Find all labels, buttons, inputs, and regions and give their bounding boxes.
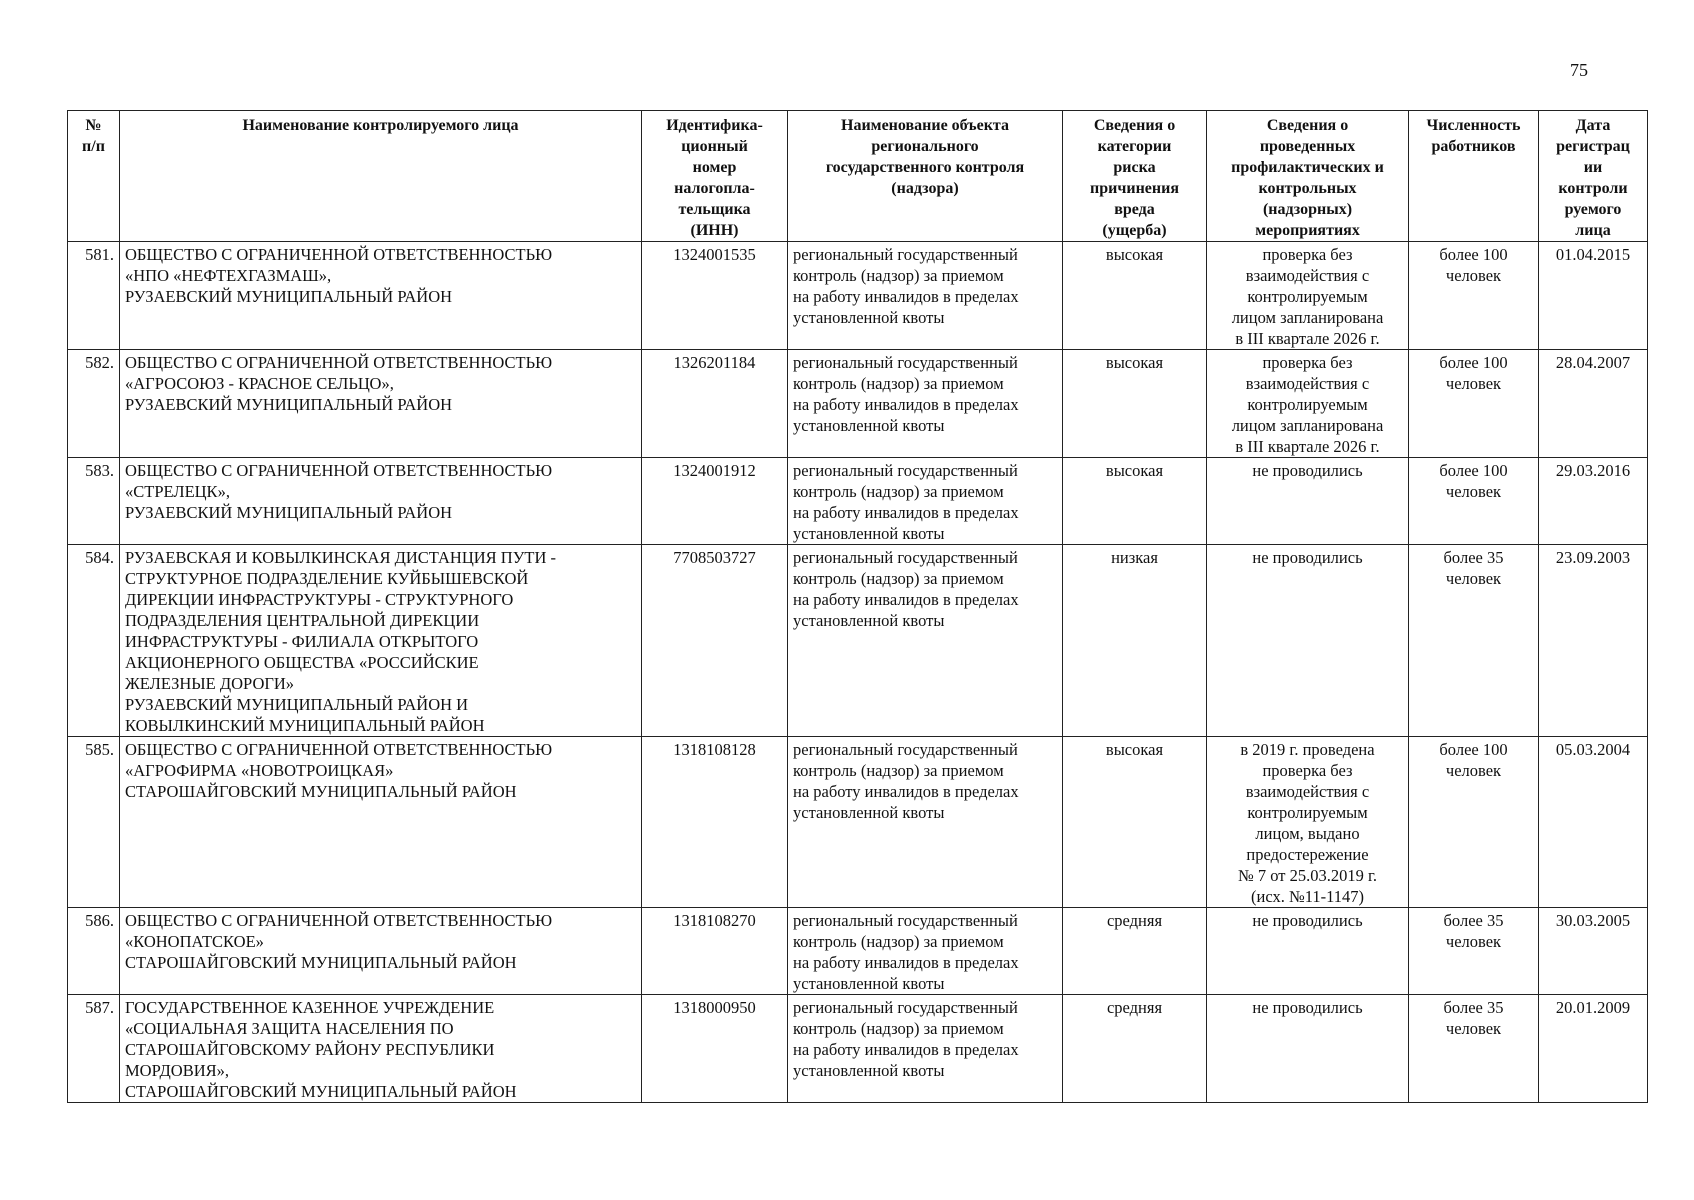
- cell-measures: проверка без взаимодействия с контролируемым лицом запланирована в III квартале 2026 г.: [1207, 350, 1409, 458]
- cell-row-number: 585.: [68, 737, 120, 908]
- cell-company-name: РУЗАЕВСКАЯ И КОВЫЛКИНСКАЯ ДИСТАНЦИЯ ПУТИ - СТРУКТУРНОЕ ПОДРАЗДЕЛЕНИЕ КУЙБЫШЕВСКОЙ ДИРЕКЦИИ ИНФРАСТРУКТУРЫ - СТРУКТУРНОГО ПОДРАЗДЕЛЕНИЯ ЦЕНТРАЛЬНОЙ ДИРЕКЦИИ ИНФРАСТРУКТУРЫ - ФИЛИАЛА ОТКРЫТОГО АКЦИОНЕРНОГО ОБЩЕСТВА «РОССИЙСКИЕ ЖЕЛЕЗНЫЕ ДОРОГИ» РУЗАЕВСКИЙ МУНИЦИПАЛЬНЫЙ РАЙОН И КОВЫЛКИНСКИЙ МУНИЦИПАЛЬНЫЙ РАЙОН: [120, 545, 642, 737]
- cell-control-object: региональный государственный контроль (надзор) за приемом на работу инвалидов в пределах установленной квоты: [788, 350, 1063, 458]
- cell-registration-date: 05.03.2004: [1539, 737, 1648, 908]
- cell-row-number: 581.: [68, 242, 120, 350]
- cell-inn: 1318108270: [642, 908, 788, 995]
- cell-risk-category: высокая: [1063, 350, 1207, 458]
- cell-inn: 7708503727: [642, 545, 788, 737]
- cell-company-name: ГОСУДАРСТВЕННОЕ КАЗЕННОЕ УЧРЕЖДЕНИЕ «СОЦИАЛЬНАЯ ЗАЩИТА НАСЕЛЕНИЯ ПО СТАРОШАЙГОВСКОМУ РАЙОНУ РЕСПУБЛИКИ МОРДОВИЯ», СТАРОШАЙГОВСКИЙ МУНИЦИПАЛЬНЫЙ РАЙОН: [120, 995, 642, 1103]
- cell-measures: в 2019 г. проведена проверка без взаимодействия с контролируемым лицом, выдано предостережение № 7 от 25.03.2019 г. (исх. №11-1147): [1207, 737, 1409, 908]
- cell-inn: 1324001912: [642, 458, 788, 545]
- cell-employees: более 100 человек: [1409, 737, 1539, 908]
- page-number: 75: [1570, 60, 1588, 80]
- cell-registration-date: 30.03.2005: [1539, 908, 1648, 995]
- cell-risk-category: средняя: [1063, 995, 1207, 1103]
- cell-risk-category: высокая: [1063, 242, 1207, 350]
- cell-registration-date: 01.04.2015: [1539, 242, 1648, 350]
- cell-risk-category: низкая: [1063, 545, 1207, 737]
- header-object: Наименование объекта регионального государственного контроля (надзора): [788, 111, 1063, 242]
- cell-company-name: ОБЩЕСТВО С ОГРАНИЧЕННОЙ ОТВЕТСТВЕННОСТЬЮ «КОНОПАТСКОЕ» СТАРОШАЙГОВСКИЙ МУНИЦИПАЛЬНЫЙ РАЙОН: [120, 908, 642, 995]
- cell-measures: проверка без взаимодействия с контролируемым лицом запланирована в III квартале 2026 г.: [1207, 242, 1409, 350]
- table-row: [68, 242, 1648, 350]
- cell-control-object: региональный государственный контроль (надзор) за приемом на работу инвалидов в пределах установленной квоты: [788, 995, 1063, 1103]
- cell-risk-category: высокая: [1063, 458, 1207, 545]
- cell-measures: не проводились: [1207, 545, 1409, 737]
- cell-registration-date: 20.01.2009: [1539, 995, 1648, 1103]
- header-employees: Численность работников: [1409, 111, 1539, 242]
- cell-employees: более 100 человек: [1409, 242, 1539, 350]
- cell-row-number: 582.: [68, 350, 120, 458]
- header-inn: Идентифика- ционный номер налогопла- тельщика (ИНН): [642, 111, 788, 242]
- cell-company-name: ОБЩЕСТВО С ОГРАНИЧЕННОЙ ОТВЕТСТВЕННОСТЬЮ «СТРЕЛЕЦК», РУЗАЕВСКИЙ МУНИЦИПАЛЬНЫЙ РАЙОН: [120, 458, 642, 545]
- cell-control-object: региональный государственный контроль (надзор) за приемом на работу инвалидов в пределах установленной квоты: [788, 458, 1063, 545]
- cell-row-number: 586.: [68, 908, 120, 995]
- cell-inn: 1324001535: [642, 242, 788, 350]
- registry-table: [67, 110, 1648, 1103]
- cell-measures: не проводились: [1207, 995, 1409, 1103]
- cell-inn: 1318000950: [642, 995, 788, 1103]
- cell-measures: не проводились: [1207, 458, 1409, 545]
- cell-registration-date: 28.04.2007: [1539, 350, 1648, 458]
- table-row: [68, 737, 1648, 908]
- cell-measures: не проводились: [1207, 908, 1409, 995]
- cell-company-name: ОБЩЕСТВО С ОГРАНИЧЕННОЙ ОТВЕТСТВЕННОСТЬЮ «НПО «НЕФТЕХГАЗМАШ», РУЗАЕВСКИЙ МУНИЦИПАЛЬНЫЙ РАЙОН: [120, 242, 642, 350]
- cell-control-object: региональный государственный контроль (надзор) за приемом на работу инвалидов в пределах установленной квоты: [788, 737, 1063, 908]
- header-num: № п/п: [68, 111, 120, 242]
- cell-inn: 1318108128: [642, 737, 788, 908]
- cell-control-object: региональный государственный контроль (надзор) за приемом на работу инвалидов в пределах установленной квоты: [788, 545, 1063, 737]
- header-measures: Сведения о проведенных профилактических и контрольных (надзорных) мероприятиях: [1207, 111, 1409, 242]
- cell-company-name: ОБЩЕСТВО С ОГРАНИЧЕННОЙ ОТВЕТСТВЕННОСТЬЮ «АГРОСОЮЗ - КРАСНОЕ СЕЛЬЦО», РУЗАЕВСКИЙ МУНИЦИПАЛЬНЫЙ РАЙОН: [120, 350, 642, 458]
- cell-registration-date: 23.09.2003: [1539, 545, 1648, 737]
- cell-employees: более 100 человек: [1409, 350, 1539, 458]
- table-row: [68, 908, 1648, 995]
- table-row: [68, 545, 1648, 737]
- cell-employees: более 35 человек: [1409, 908, 1539, 995]
- header-name: Наименование контролируемого лица: [120, 111, 642, 242]
- cell-employees: более 100 человек: [1409, 458, 1539, 545]
- cell-registration-date: 29.03.2016: [1539, 458, 1648, 545]
- cell-inn: 1326201184: [642, 350, 788, 458]
- cell-risk-category: высокая: [1063, 737, 1207, 908]
- header-registration-date: Дата регистрац ии контроли руемого лица: [1539, 111, 1648, 242]
- cell-employees: более 35 человек: [1409, 545, 1539, 737]
- table-header-row: [68, 111, 1648, 242]
- cell-risk-category: средняя: [1063, 908, 1207, 995]
- cell-row-number: 584.: [68, 545, 120, 737]
- cell-employees: более 35 человек: [1409, 995, 1539, 1103]
- cell-control-object: региональный государственный контроль (надзор) за приемом на работу инвалидов в пределах установленной квоты: [788, 908, 1063, 995]
- table-row: [68, 995, 1648, 1103]
- cell-row-number: 583.: [68, 458, 120, 545]
- cell-row-number: 587.: [68, 995, 120, 1103]
- cell-control-object: региональный государственный контроль (надзор) за приемом на работу инвалидов в пределах установленной квоты: [788, 242, 1063, 350]
- table-row: [68, 458, 1648, 545]
- header-risk-category: Сведения о категории риска причинения вреда (ущерба): [1063, 111, 1207, 242]
- table-row: [68, 350, 1648, 458]
- cell-company-name: ОБЩЕСТВО С ОГРАНИЧЕННОЙ ОТВЕТСТВЕННОСТЬЮ «АГРОФИРМА «НОВОТРОИЦКАЯ» СТАРОШАЙГОВСКИЙ МУНИЦИПАЛЬНЫЙ РАЙОН: [120, 737, 642, 908]
